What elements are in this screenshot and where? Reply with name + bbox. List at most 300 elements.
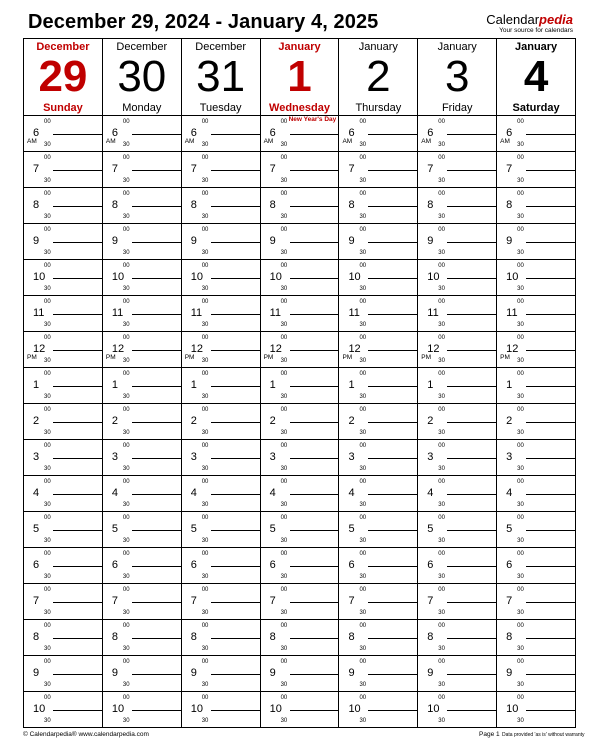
hour-slot[interactable]: [418, 188, 496, 224]
hour-slot[interactable]: [339, 548, 417, 584]
half-hour-divider: [526, 278, 575, 279]
hour-slot[interactable]: [497, 224, 575, 260]
hour-slot[interactable]: [339, 116, 417, 152]
minute-30-label: 30: [438, 358, 445, 364]
minute-00-label: 00: [44, 371, 51, 377]
day-header: [182, 39, 260, 116]
hour-label: 7: [506, 162, 513, 175]
hour-slot[interactable]: [339, 656, 417, 692]
half-hour-divider: [132, 386, 181, 387]
ampm-label: PM: [184, 353, 195, 361]
minute-00-label: 00: [44, 515, 51, 521]
minute-00-label: 00: [280, 299, 288, 305]
hour-slot[interactable]: [497, 152, 575, 188]
hour-slot[interactable]: [103, 260, 181, 296]
minute-00-label: 00: [122, 119, 130, 125]
hour-slot[interactable]: [24, 332, 102, 368]
hour-label: 7: [33, 594, 40, 607]
minute-30-label: 30: [122, 574, 130, 580]
half-hour-divider: [368, 602, 417, 603]
hour-slot[interactable]: [497, 620, 575, 656]
hour-slot[interactable]: [418, 656, 496, 692]
hour-slot[interactable]: [24, 368, 102, 404]
day-weekday: Wednesday: [269, 102, 330, 114]
hour-slot[interactable]: [339, 692, 417, 727]
minute-30-label: 30: [201, 430, 209, 436]
hour-label: 11: [33, 306, 45, 319]
minute-30-label: 30: [201, 538, 209, 544]
minute-00-label: 00: [438, 623, 445, 629]
hour-slot[interactable]: [339, 296, 417, 332]
hour-slot[interactable]: [182, 692, 260, 727]
minute-30-label: 30: [438, 466, 445, 472]
half-hour-divider: [290, 602, 339, 603]
hour-slot[interactable]: [261, 152, 339, 188]
hour-slot[interactable]: [24, 548, 102, 584]
hour-slot[interactable]: [418, 476, 496, 512]
half-hour-divider: [132, 710, 181, 711]
half-hour-divider: [526, 206, 575, 207]
half-hour-divider: [368, 386, 417, 387]
minute-00-label: 00: [438, 335, 445, 341]
hour-slot[interactable]: [418, 296, 496, 332]
half-hour-divider: [368, 206, 417, 207]
hour-slot[interactable]: [103, 332, 181, 368]
day-month: December: [195, 41, 247, 53]
hour-slot[interactable]: [182, 260, 260, 296]
minute-00-label: 00: [359, 623, 367, 629]
hour-slot[interactable]: [24, 404, 102, 440]
hour-slot[interactable]: [24, 476, 102, 512]
hour-slot[interactable]: [261, 692, 339, 727]
hour-slot[interactable]: [24, 620, 102, 656]
minute-30-label: 30: [280, 214, 288, 220]
hour-slot[interactable]: [261, 404, 339, 440]
minute-30-label: 30: [280, 646, 288, 652]
hour-label: 9: [190, 234, 197, 247]
minute-00-label: 00: [359, 443, 367, 449]
hour-slot[interactable]: [103, 296, 181, 332]
hour-slot[interactable]: [103, 692, 181, 727]
hour-slot[interactable]: [261, 224, 339, 260]
hour-label: 8: [111, 198, 118, 211]
hour-slot[interactable]: [261, 512, 339, 548]
hour-slot[interactable]: [418, 332, 496, 368]
minute-00-label: 00: [201, 443, 209, 449]
hour-slot[interactable]: [182, 224, 260, 260]
hour-slot[interactable]: [261, 368, 339, 404]
hour-slot[interactable]: [339, 512, 417, 548]
hour-slot[interactable]: [261, 440, 339, 476]
minute-30-label: 30: [44, 142, 51, 148]
hour-label: 8: [269, 630, 276, 643]
hour-slot[interactable]: [497, 332, 575, 368]
hour-slot[interactable]: [103, 368, 181, 404]
minute-30-label: 30: [201, 142, 209, 148]
minute-30-label: 30: [280, 502, 288, 508]
minute-30-label: 30: [122, 502, 130, 508]
hour-rows: [103, 116, 181, 727]
hour-label: 9: [111, 666, 118, 679]
hour-slot[interactable]: [103, 152, 181, 188]
hour-label: 8: [190, 630, 197, 643]
minute-30-label: 30: [438, 718, 445, 724]
hour-label: 11: [348, 306, 360, 319]
hour-slot[interactable]: [339, 440, 417, 476]
hour-slot[interactable]: [261, 656, 339, 692]
hour-slot[interactable]: [418, 512, 496, 548]
minute-00-label: 00: [359, 119, 367, 125]
hour-slot[interactable]: [182, 188, 260, 224]
hour-slot[interactable]: [418, 404, 496, 440]
hour-slot[interactable]: [339, 332, 417, 368]
minute-00-label: 00: [44, 659, 51, 665]
hour-slot[interactable]: [339, 224, 417, 260]
minute-30-label: 30: [359, 322, 367, 328]
half-hour-divider: [290, 710, 339, 711]
hour-slot[interactable]: [261, 476, 339, 512]
hour-slot[interactable]: [24, 260, 102, 296]
hour-label: 10: [190, 270, 203, 283]
day-date: 29: [38, 52, 88, 101]
hour-slot[interactable]: [103, 404, 181, 440]
minute-30-label: 30: [44, 682, 51, 688]
hour-slot[interactable]: [182, 476, 260, 512]
hour-slot[interactable]: [103, 584, 181, 620]
day-weekday: Friday: [441, 102, 473, 114]
hour-slot[interactable]: [339, 404, 417, 440]
hour-slot[interactable]: [182, 116, 260, 152]
minute-00-label: 00: [280, 479, 288, 485]
hour-slot[interactable]: [24, 440, 102, 476]
hour-label: 7: [269, 594, 276, 607]
minute-30-label: 30: [517, 142, 524, 148]
minute-30-label: 30: [201, 502, 209, 508]
half-hour-divider: [368, 494, 417, 495]
ampm-label: AM: [342, 137, 353, 145]
minute-00-label: 00: [517, 479, 524, 485]
hour-label: 4: [190, 486, 197, 499]
hour-label: 10: [348, 270, 361, 283]
minute-30-label: 30: [438, 430, 445, 436]
minute-30-label: 30: [201, 610, 209, 616]
hour-slot[interactable]: [24, 152, 102, 188]
hour-slot[interactable]: [24, 512, 102, 548]
minute-30-label: 30: [517, 214, 524, 220]
hour-slot[interactable]: [24, 116, 102, 152]
half-hour-divider: [368, 242, 417, 243]
hour-slot[interactable]: [418, 260, 496, 296]
minute-30-label: 30: [359, 214, 367, 220]
half-hour-divider: [526, 314, 575, 315]
hour-label: 11: [190, 306, 203, 319]
hour-slot[interactable]: [182, 152, 260, 188]
half-hour-divider: [211, 242, 260, 243]
half-hour-divider: [290, 278, 339, 279]
minute-00-label: 00: [201, 155, 209, 161]
hour-slot[interactable]: [497, 368, 575, 404]
hour-slot[interactable]: [103, 116, 181, 152]
hour-slot[interactable]: [103, 656, 181, 692]
hour-slot[interactable]: [418, 152, 496, 188]
hour-slot[interactable]: [261, 620, 339, 656]
half-hour-divider: [526, 350, 575, 351]
hour-slot[interactable]: [261, 296, 339, 332]
hour-slot[interactable]: [339, 368, 417, 404]
minute-00-label: 00: [517, 659, 524, 665]
minute-00-label: 00: [201, 407, 209, 413]
minute-00-label: 00: [280, 407, 288, 413]
hour-slot[interactable]: [24, 224, 102, 260]
minute-00-label: 00: [44, 695, 51, 701]
hour-label: 3: [427, 450, 434, 463]
hour-slot[interactable]: [497, 476, 575, 512]
hour-label: 12: [33, 342, 46, 355]
minute-00-label: 00: [122, 407, 130, 413]
hour-label: 12: [506, 342, 519, 355]
minute-00-label: 00: [280, 695, 288, 701]
hour-label: 10: [33, 270, 46, 283]
hour-slot[interactable]: [261, 548, 339, 584]
hour-label: 3: [111, 450, 118, 463]
half-hour-divider: [447, 530, 496, 531]
minute-30-label: 30: [280, 682, 288, 688]
half-hour-divider: [290, 530, 339, 531]
half-hour-divider: [53, 530, 102, 531]
hour-label: 6: [111, 558, 118, 571]
hour-slot[interactable]: [103, 548, 181, 584]
minute-00-label: 00: [359, 407, 367, 413]
half-hour-divider: [132, 134, 181, 135]
hour-slot[interactable]: [24, 692, 102, 727]
week-grid: [23, 38, 576, 728]
hour-slot[interactable]: [418, 368, 496, 404]
hour-label: 9: [33, 666, 40, 679]
minute-30-label: 30: [359, 574, 367, 580]
hour-slot[interactable]: [182, 332, 260, 368]
minute-00-label: 00: [280, 659, 288, 665]
brand-tagline: Your source for calendars: [499, 27, 573, 34]
half-hour-divider: [132, 206, 181, 207]
hour-slot[interactable]: [497, 548, 575, 584]
hour-label: 7: [348, 594, 355, 607]
hour-label: 6: [348, 558, 355, 571]
footer-disclaimer: Data provided 'as is' without warranty: [502, 732, 585, 738]
hour-slot[interactable]: [182, 440, 260, 476]
half-hour-divider: [53, 350, 102, 351]
day-month: December: [116, 41, 168, 53]
hour-label: 9: [111, 234, 118, 247]
minute-00-label: 00: [280, 263, 288, 269]
hour-slot[interactable]: [497, 296, 575, 332]
hour-slot[interactable]: [339, 260, 417, 296]
minute-00-label: 00: [280, 191, 288, 197]
hour-slot[interactable]: [339, 476, 417, 512]
half-hour-divider: [211, 134, 260, 135]
minute-00-label: 00: [517, 227, 524, 233]
hour-slot[interactable]: [418, 620, 496, 656]
hour-slot[interactable]: [497, 260, 575, 296]
minute-00-label: 00: [122, 479, 130, 485]
minute-00-label: 00: [359, 515, 367, 521]
minute-30-label: 30: [201, 646, 209, 652]
day-date: 2: [366, 52, 391, 101]
hour-slot[interactable]: [339, 584, 417, 620]
half-hour-divider: [526, 674, 575, 675]
half-hour-divider: [447, 278, 496, 279]
minute-30-label: 30: [280, 718, 288, 724]
minute-30-label: 30: [517, 466, 524, 472]
hour-label: 12: [190, 342, 203, 355]
minute-30-label: 30: [44, 718, 51, 724]
hour-slot[interactable]: [339, 188, 417, 224]
hour-slot[interactable]: [182, 296, 260, 332]
hour-slot[interactable]: [261, 188, 339, 224]
minute-00-label: 00: [44, 263, 51, 269]
hour-slot[interactable]: [261, 260, 339, 296]
hour-slot[interactable]: [339, 620, 417, 656]
hour-slot[interactable]: [418, 584, 496, 620]
minute-30-label: 30: [280, 610, 288, 616]
hour-label: 10: [269, 270, 282, 283]
day-weekday: Tuesday: [199, 102, 242, 114]
hour-slot[interactable]: [103, 512, 181, 548]
hour-label: 1: [33, 378, 40, 391]
hour-slot[interactable]: [103, 224, 181, 260]
minute-00-label: 00: [438, 551, 445, 557]
hour-label: 10: [427, 702, 440, 715]
ampm-label: AM: [421, 137, 432, 145]
minute-00-label: 00: [201, 371, 209, 377]
hour-label: 7: [111, 594, 118, 607]
half-hour-divider: [132, 494, 181, 495]
hour-slot[interactable]: [497, 188, 575, 224]
minute-30-label: 30: [122, 322, 130, 328]
day-date: 30: [117, 52, 167, 101]
hour-label: 10: [506, 270, 519, 283]
half-hour-divider: [290, 638, 339, 639]
minute-30-label: 30: [438, 286, 445, 292]
hour-slot[interactable]: [182, 620, 260, 656]
hour-slot[interactable]: [182, 548, 260, 584]
half-hour-divider: [447, 494, 496, 495]
hour-slot[interactable]: [418, 548, 496, 584]
minute-30-label: 30: [517, 250, 524, 256]
hour-slot[interactable]: [261, 584, 339, 620]
minute-30-label: 30: [280, 574, 288, 580]
hour-slot[interactable]: [182, 584, 260, 620]
minute-30-label: 30: [438, 178, 445, 184]
hour-slot[interactable]: [24, 188, 102, 224]
hour-label: 8: [506, 198, 513, 211]
hour-label: 4: [348, 486, 355, 499]
hour-slot[interactable]: [339, 152, 417, 188]
minute-30-label: 30: [359, 394, 367, 400]
ampm-label: PM: [105, 353, 116, 361]
half-hour-divider: [211, 422, 260, 423]
hour-slot[interactable]: [24, 656, 102, 692]
hour-slot[interactable]: [497, 512, 575, 548]
hour-slot[interactable]: [418, 440, 496, 476]
minute-30-label: 30: [44, 610, 51, 616]
hour-slot[interactable]: [418, 116, 496, 152]
minute-30-label: 30: [438, 538, 445, 544]
minute-30-label: 30: [122, 358, 130, 364]
minute-00-label: 00: [44, 155, 51, 161]
day-date: 4: [523, 52, 549, 101]
hour-slot[interactable]: [261, 116, 339, 152]
hour-label: 12: [111, 342, 125, 355]
minute-00-label: 00: [280, 371, 288, 377]
hour-label: 7: [427, 594, 434, 607]
minute-00-label: 00: [438, 443, 445, 449]
hour-rows: [339, 116, 417, 727]
half-hour-divider: [447, 674, 496, 675]
hour-slot[interactable]: [182, 512, 260, 548]
half-hour-divider: [290, 314, 339, 315]
hour-slot[interactable]: [103, 476, 181, 512]
minute-30-label: 30: [201, 322, 209, 328]
half-hour-divider: [290, 134, 339, 135]
hour-slot[interactable]: [182, 656, 260, 692]
half-hour-divider: [211, 386, 260, 387]
hour-slot[interactable]: [418, 224, 496, 260]
hour-label: 3: [190, 450, 197, 463]
minute-30-label: 30: [438, 502, 445, 508]
half-hour-divider: [526, 710, 575, 711]
hour-slot[interactable]: [497, 404, 575, 440]
hour-slot[interactable]: [497, 116, 575, 152]
minute-30-label: 30: [438, 250, 445, 256]
day-date: 31: [196, 52, 246, 101]
hour-slot[interactable]: [497, 440, 575, 476]
minute-30-label: 30: [44, 322, 51, 328]
minute-00-label: 00: [517, 515, 524, 521]
hour-slot[interactable]: [182, 404, 260, 440]
half-hour-divider: [526, 242, 575, 243]
minute-00-label: 00: [517, 695, 524, 701]
hour-slot[interactable]: [103, 188, 181, 224]
hour-slot[interactable]: [103, 620, 181, 656]
hour-label: 1: [348, 378, 355, 391]
minute-30-label: 30: [280, 322, 288, 328]
half-hour-divider: [132, 458, 181, 459]
day-date: 1: [287, 52, 312, 101]
minute-30-label: 30: [280, 286, 288, 292]
hour-slot[interactable]: [182, 368, 260, 404]
half-hour-divider: [211, 530, 260, 531]
half-hour-divider: [526, 602, 575, 603]
minute-30-label: 30: [517, 394, 524, 400]
minute-30-label: 30: [122, 142, 130, 148]
hour-slot[interactable]: [418, 692, 496, 727]
day-weekday: Sunday: [43, 102, 83, 114]
hour-slot[interactable]: [497, 656, 575, 692]
minute-00-label: 00: [122, 587, 130, 593]
hour-slot[interactable]: [103, 440, 181, 476]
day-weekday: Thursday: [355, 102, 402, 114]
day-header: [339, 39, 417, 116]
hour-slot[interactable]: [497, 692, 575, 727]
hour-slot[interactable]: [497, 584, 575, 620]
minute-00-label: 00: [122, 695, 130, 701]
hour-label: 12: [427, 342, 440, 355]
day-weekday: Saturday: [512, 102, 560, 114]
hour-slot[interactable]: [24, 296, 102, 332]
hour-slot[interactable]: [261, 332, 339, 368]
hour-slot[interactable]: [24, 584, 102, 620]
half-hour-divider: [53, 386, 102, 387]
